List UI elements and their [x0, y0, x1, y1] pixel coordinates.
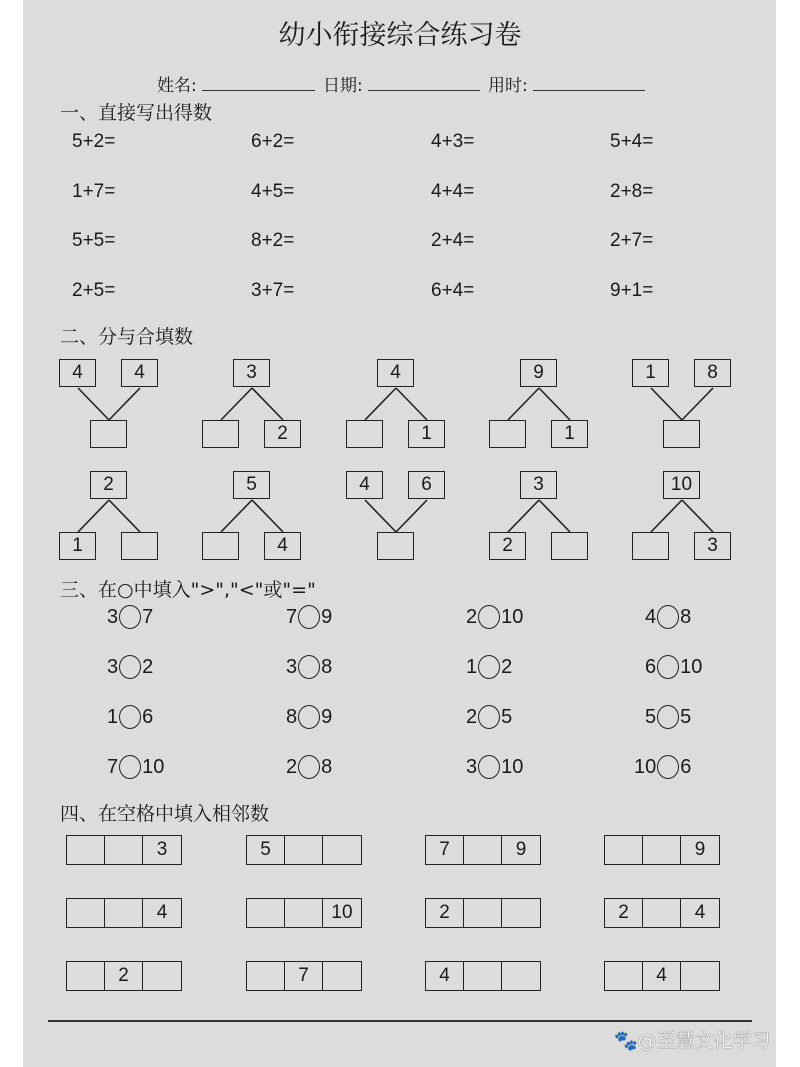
number-strip	[66, 961, 182, 991]
left-number: 1	[466, 656, 478, 678]
answer-cell[interactable]	[285, 836, 323, 864]
right-number: 10	[680, 656, 703, 678]
answer-circle[interactable]	[119, 655, 141, 679]
tree-top-box: 6	[408, 471, 445, 499]
answer-box[interactable]	[489, 420, 526, 448]
number-strip	[604, 961, 720, 991]
given-number-cell: 4	[643, 962, 681, 990]
tree-top-box: 5	[233, 471, 270, 499]
given-number-cell: 3	[156, 839, 168, 860]
answer-cell[interactable]	[605, 962, 643, 990]
date-field	[323, 74, 480, 97]
equation: 2+5=	[72, 280, 116, 301]
tree-bottom-box: 2	[489, 532, 526, 560]
answer-circle[interactable]	[478, 755, 500, 779]
tree-bottom-box: 4	[264, 532, 301, 560]
equation: 4+5=	[251, 181, 295, 202]
right-number: 10	[501, 756, 524, 778]
left-number: 5	[645, 706, 657, 728]
given-number-cell: 2	[605, 899, 643, 927]
answer-circle[interactable]	[298, 655, 320, 679]
tree-top-box: 3	[233, 359, 270, 387]
comparison-item	[466, 754, 523, 780]
number-strip	[604, 835, 720, 865]
answer-circle[interactable]	[119, 705, 141, 729]
right-number: 8	[680, 606, 692, 628]
tree-top-box: 8	[694, 359, 731, 387]
section-4-heading: 四、在空格中填入相邻数	[60, 803, 270, 825]
section-3-heading: 三、在○中填入">","<"或"="	[60, 579, 316, 601]
right-number: 6	[680, 756, 692, 778]
answer-cell[interactable]	[247, 962, 285, 990]
answer-cell[interactable]	[323, 836, 361, 864]
answer-circle[interactable]	[657, 705, 679, 729]
equation: 9+1=	[610, 280, 654, 301]
answer-cell[interactable]	[464, 836, 502, 864]
left-number: 6	[645, 656, 657, 678]
equation: 6+2=	[251, 131, 295, 152]
comparison-item	[107, 604, 153, 630]
comparison-item	[107, 754, 164, 780]
given-number-cell: 4	[426, 962, 464, 990]
given-number-cell: 2	[105, 962, 143, 990]
number-strip	[425, 961, 541, 991]
left-number: 10	[634, 756, 657, 778]
answer-circle[interactable]	[298, 755, 320, 779]
date-blank[interactable]	[368, 74, 480, 91]
comparison-item	[286, 604, 332, 630]
answer-cell[interactable]	[464, 899, 502, 927]
comparison-item	[466, 604, 523, 630]
answer-box[interactable]	[90, 420, 127, 448]
left-number: 4	[645, 606, 657, 628]
tree-top-box: 3	[520, 471, 557, 499]
answer-box[interactable]	[202, 532, 239, 560]
answer-circle[interactable]	[298, 705, 320, 729]
answer-circle[interactable]	[478, 655, 500, 679]
answer-circle[interactable]	[298, 605, 320, 629]
watermark: 🐾@至慧文化学习	[614, 1030, 771, 1052]
given-number-cell: 7	[426, 836, 464, 864]
tree-bottom-box: 1	[59, 532, 96, 560]
number-strip	[246, 898, 362, 928]
right-number: 8	[321, 756, 333, 778]
left-number: 2	[466, 706, 478, 728]
right-number: 9	[321, 606, 333, 628]
answer-cell[interactable]	[464, 962, 502, 990]
answer-cell[interactable]	[105, 899, 143, 927]
answer-circle[interactable]	[119, 755, 141, 779]
right-number: 10	[142, 756, 165, 778]
answer-cell[interactable]	[681, 962, 719, 990]
number-strip	[425, 835, 541, 865]
answer-circle[interactable]	[478, 705, 500, 729]
answer-box[interactable]	[663, 420, 700, 448]
time-label: 用时:	[488, 76, 528, 96]
left-number: 3	[466, 756, 478, 778]
right-number: 9	[321, 706, 333, 728]
answer-cell[interactable]	[285, 899, 323, 927]
tree-top-box: 10	[663, 471, 700, 499]
answer-cell[interactable]	[67, 899, 105, 927]
comparison-item	[466, 654, 512, 680]
tree-top-box: 4	[346, 471, 383, 499]
right-number: 10	[501, 606, 524, 628]
comparison-item	[645, 604, 691, 630]
answer-box[interactable]	[551, 532, 588, 560]
given-number-cell: 4	[694, 902, 706, 923]
equation: 6+4=	[431, 280, 475, 301]
answer-box[interactable]	[632, 532, 669, 560]
answer-circle[interactable]	[657, 755, 679, 779]
left-number: 1	[107, 706, 119, 728]
equation: 8+2=	[251, 230, 295, 251]
answer-cell[interactable]	[502, 962, 540, 990]
right-number: 2	[501, 656, 513, 678]
answer-circle[interactable]	[657, 605, 679, 629]
tree-top-box: 2	[90, 471, 127, 499]
answer-cell[interactable]	[643, 836, 681, 864]
tree-top-box: 4	[377, 359, 414, 387]
right-number: 6	[142, 706, 154, 728]
comparison-item	[645, 654, 702, 680]
number-strip	[246, 961, 362, 991]
given-number-cell: 9	[515, 839, 527, 860]
tree-bottom-box: 3	[694, 532, 731, 560]
left-number: 8	[286, 706, 298, 728]
comparison-item	[286, 704, 332, 730]
comparison-item	[645, 704, 691, 730]
answer-cell[interactable]	[643, 899, 681, 927]
comparison-item	[286, 754, 332, 780]
name-field	[157, 74, 315, 97]
right-number: 5	[680, 706, 692, 728]
answer-circle[interactable]	[119, 605, 141, 629]
tree-top-box: 4	[59, 359, 96, 387]
right-number: 8	[321, 656, 333, 678]
name-blank[interactable]	[202, 74, 315, 91]
right-number: 2	[142, 656, 154, 678]
number-strip	[66, 835, 182, 865]
equation: 2+7=	[610, 230, 654, 251]
answer-box[interactable]	[377, 532, 414, 560]
given-number-cell: 7	[285, 962, 323, 990]
footer-rule	[48, 1020, 752, 1022]
answer-cell[interactable]	[323, 962, 361, 990]
answer-cell[interactable]	[247, 899, 285, 927]
comparison-item	[107, 654, 153, 680]
answer-cell[interactable]	[67, 836, 105, 864]
equation: 2+4=	[431, 230, 475, 251]
equation: 5+4=	[610, 131, 654, 152]
answer-box[interactable]	[121, 532, 158, 560]
given-number-cell: 4	[156, 902, 168, 923]
number-strip	[425, 898, 541, 928]
date-label: 日期:	[323, 76, 363, 96]
answer-circle[interactable]	[657, 655, 679, 679]
left-number: 7	[286, 606, 298, 628]
section-2-heading: 二、分与合填数	[60, 326, 194, 348]
number-strip	[246, 835, 362, 865]
answer-cell[interactable]	[143, 962, 181, 990]
answer-box[interactable]	[202, 420, 239, 448]
equation: 5+2=	[72, 131, 116, 152]
left-number: 2	[466, 606, 478, 628]
tree-top-box: 1	[632, 359, 669, 387]
section-1-heading: 一、直接写出得数	[60, 102, 213, 124]
left-number: 7	[107, 756, 119, 778]
answer-cell[interactable]	[502, 899, 540, 927]
answer-cell[interactable]	[105, 836, 143, 864]
tree-top-box: 4	[121, 359, 158, 387]
comparison-item	[466, 704, 512, 730]
equation: 2+8=	[610, 181, 654, 202]
equation: 5+5=	[72, 230, 116, 251]
left-number: 3	[107, 606, 119, 628]
comparison-item	[634, 754, 691, 780]
equation: 4+4=	[431, 181, 475, 202]
tree-top-box: 9	[520, 359, 557, 387]
number-strip	[604, 898, 720, 928]
page-title: 幼小衔接综合练习卷	[278, 20, 522, 51]
tree-bottom-box: 2	[264, 420, 301, 448]
comparison-item	[107, 704, 153, 730]
answer-cell[interactable]	[67, 962, 105, 990]
tree-bottom-box: 1	[551, 420, 588, 448]
given-number-cell: 10	[331, 902, 353, 923]
given-number-cell: 9	[694, 839, 706, 860]
answer-box[interactable]	[346, 420, 383, 448]
name-label: 姓名:	[157, 76, 197, 96]
equation: 4+3=	[431, 131, 475, 152]
answer-cell[interactable]	[605, 836, 643, 864]
time-blank[interactable]	[533, 74, 645, 91]
tree-bottom-box: 1	[408, 420, 445, 448]
equation: 1+7=	[72, 181, 116, 202]
right-number: 5	[501, 706, 513, 728]
left-number: 3	[107, 656, 119, 678]
left-number: 3	[286, 656, 298, 678]
comparison-item	[286, 654, 332, 680]
given-number-cell: 2	[426, 899, 464, 927]
right-number: 7	[142, 606, 154, 628]
time-field	[488, 74, 645, 97]
answer-circle[interactable]	[478, 605, 500, 629]
number-strip	[66, 898, 182, 928]
left-number: 2	[286, 756, 298, 778]
given-number-cell: 5	[247, 836, 285, 864]
equation: 3+7=	[251, 280, 295, 301]
